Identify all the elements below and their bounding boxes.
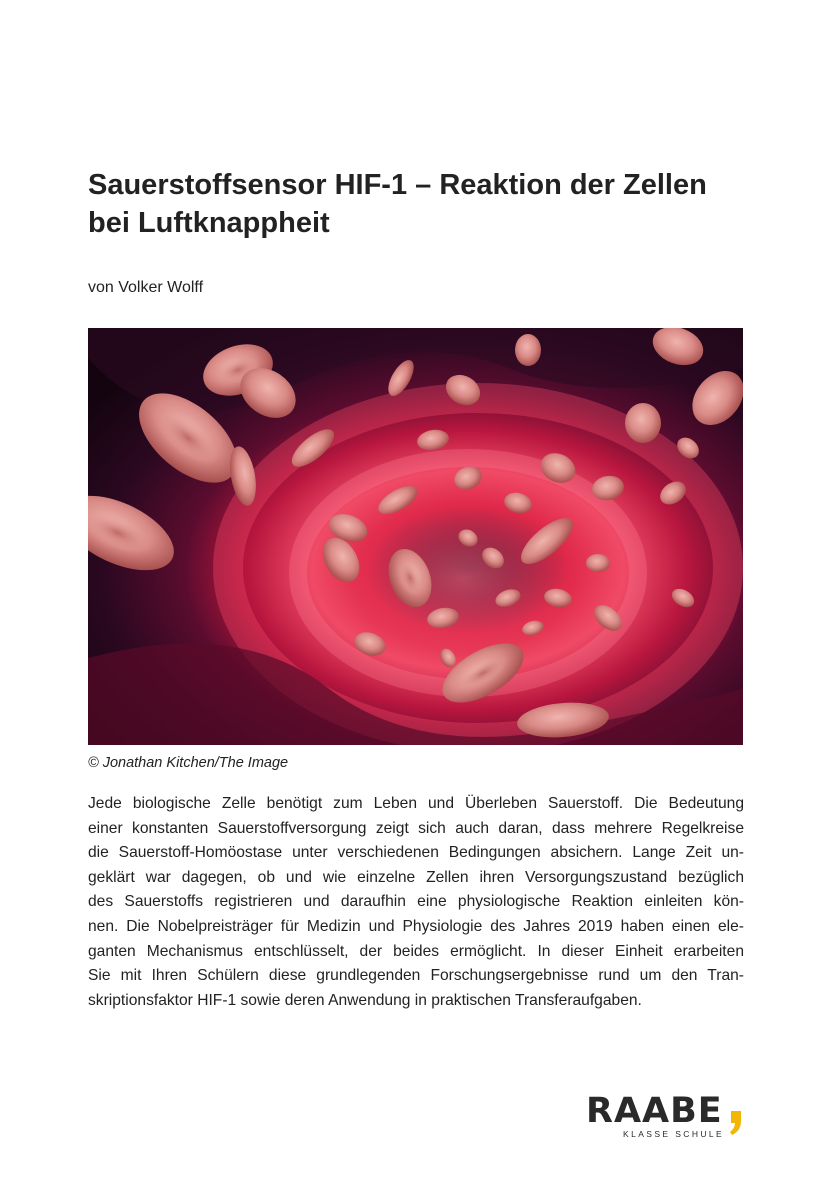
title-line-1: Sauerstoffsensor HIF-1 – Reaktion der Zellen <box>88 169 707 201</box>
paragraph-line: Jede biologische Zelle benötigt zum Leben und Überleben Sauerstoff. Die Bedeutung <box>88 795 744 812</box>
author-line: von Volker Wolff <box>88 279 204 296</box>
blood-vessel-illustration <box>88 328 743 745</box>
paragraph-line: Sie mit Ihren Schülern diese grundlegenden Forschungsergebnisse rund um den Tran- <box>88 967 744 985</box>
logo-tagline: KLASSE SCHULE <box>623 1129 725 1139</box>
raabe-logo <box>586 1093 746 1141</box>
logo-wordmark: RAABE <box>586 1091 723 1131</box>
logo-comma-icon <box>728 1111 742 1135</box>
paragraph-line: des Sauerstoffs registrieren und daraufhin eine physiologische Reaktion einleiten kön- <box>88 893 744 911</box>
document-title <box>88 166 768 242</box>
intro-paragraph <box>88 792 744 1013</box>
paragraph-line: ganten Mechanismus entschlüsselt, der beides ermöglicht. In dieser Einheit erarbeiten <box>88 942 744 960</box>
paragraph-line: einer konstanten Sauerstoffversorgung zeigt sich auch daran, dass mehrere Regelkreise <box>88 819 744 837</box>
paragraph-line: skriptionsfaktor HIF-1 sowie deren Anwendung in praktischen Transferaufgaben. <box>88 991 642 1009</box>
paragraph-line: geklärt war dagegen, ob und wie einzelne Zellen ihren Versorgungszustand bezüglich <box>88 868 744 886</box>
image-caption: © Jonathan Kitchen/The Image <box>88 755 289 771</box>
title-line-2: bei Luftknappheit <box>88 207 330 239</box>
paragraph-line: die Sauerstoff-Homöostase unter verschiedenen Bedingungen absichern. Lange Zeit un- <box>88 844 744 862</box>
paragraph-line: nen. Die Nobelpreisträger für Medizin und Physiologie des Jahres 2019 haben einen ele- <box>88 917 744 935</box>
